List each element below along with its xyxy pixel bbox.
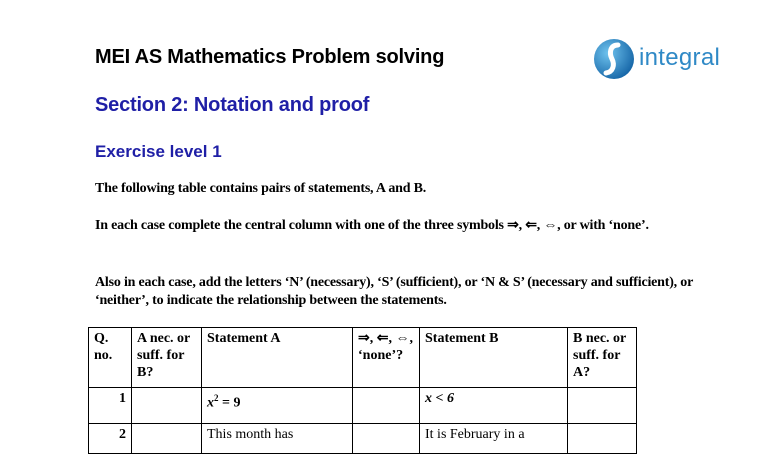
- statement-a-variable: x: [207, 395, 214, 411]
- statement-a-exponent: 2: [214, 393, 219, 403]
- b-nec-answer-cell[interactable]: [568, 388, 637, 424]
- symbol-answer-cell[interactable]: [353, 388, 420, 424]
- integral-logo: [592, 37, 742, 81]
- statement-b-cell: [420, 388, 568, 424]
- b-nec-answer-cell[interactable]: [568, 424, 637, 454]
- table-row: [89, 424, 637, 454]
- logo-wordmark: integral: [639, 44, 721, 71]
- intro-paragraph: The following table contains pairs of statements, A and B.: [95, 181, 427, 196]
- row-number: 2: [89, 424, 132, 454]
- table-row: [89, 388, 637, 424]
- a-nec-answer-cell[interactable]: [132, 424, 202, 454]
- document-title: MEI AS Mathematics Problem solving: [95, 46, 445, 68]
- relationship-paragraph: Also in each case, add the letters ‘N’ (necessary), ‘S’ (sufficient), or ‘N & S’ (necessary and sufficient), or ‘neither’, to indicate the relationship between the statements.: [95, 275, 693, 308]
- row-number: 1: [89, 388, 132, 424]
- statement-b-text: x < 6: [425, 391, 454, 406]
- table-header-row: [89, 328, 637, 388]
- header-statement-b: Statement B: [420, 328, 568, 388]
- header-q-no: Q. no.: [89, 328, 132, 388]
- a-nec-answer-cell[interactable]: [132, 388, 202, 424]
- statement-a-rest: = 9: [218, 395, 241, 411]
- statement-a-cell: This month has: [202, 424, 353, 454]
- header-b-nec: B nec. or suff. for A?: [568, 328, 637, 388]
- symbol-answer-cell[interactable]: [353, 424, 420, 454]
- header-a-nec: A nec. or suff. for B?: [132, 328, 202, 388]
- section-title: Section 2: Notation and proof: [95, 94, 370, 116]
- statement-b-cell: It is February in a: [420, 424, 568, 454]
- statement-a-cell: [202, 388, 353, 424]
- integral-logo-icon: [592, 37, 638, 81]
- instruction-paragraph: In each case complete the central column with one of the three symbols ⇒, ⇐, ⇔, or with ‘none’.: [95, 218, 649, 233]
- statements-table: [88, 327, 637, 454]
- exercise-title: Exercise level 1: [95, 142, 222, 161]
- header-symbols: ⇒, ⇐, ⇔, ‘none’?: [353, 328, 420, 388]
- header-statement-a: Statement A: [202, 328, 353, 388]
